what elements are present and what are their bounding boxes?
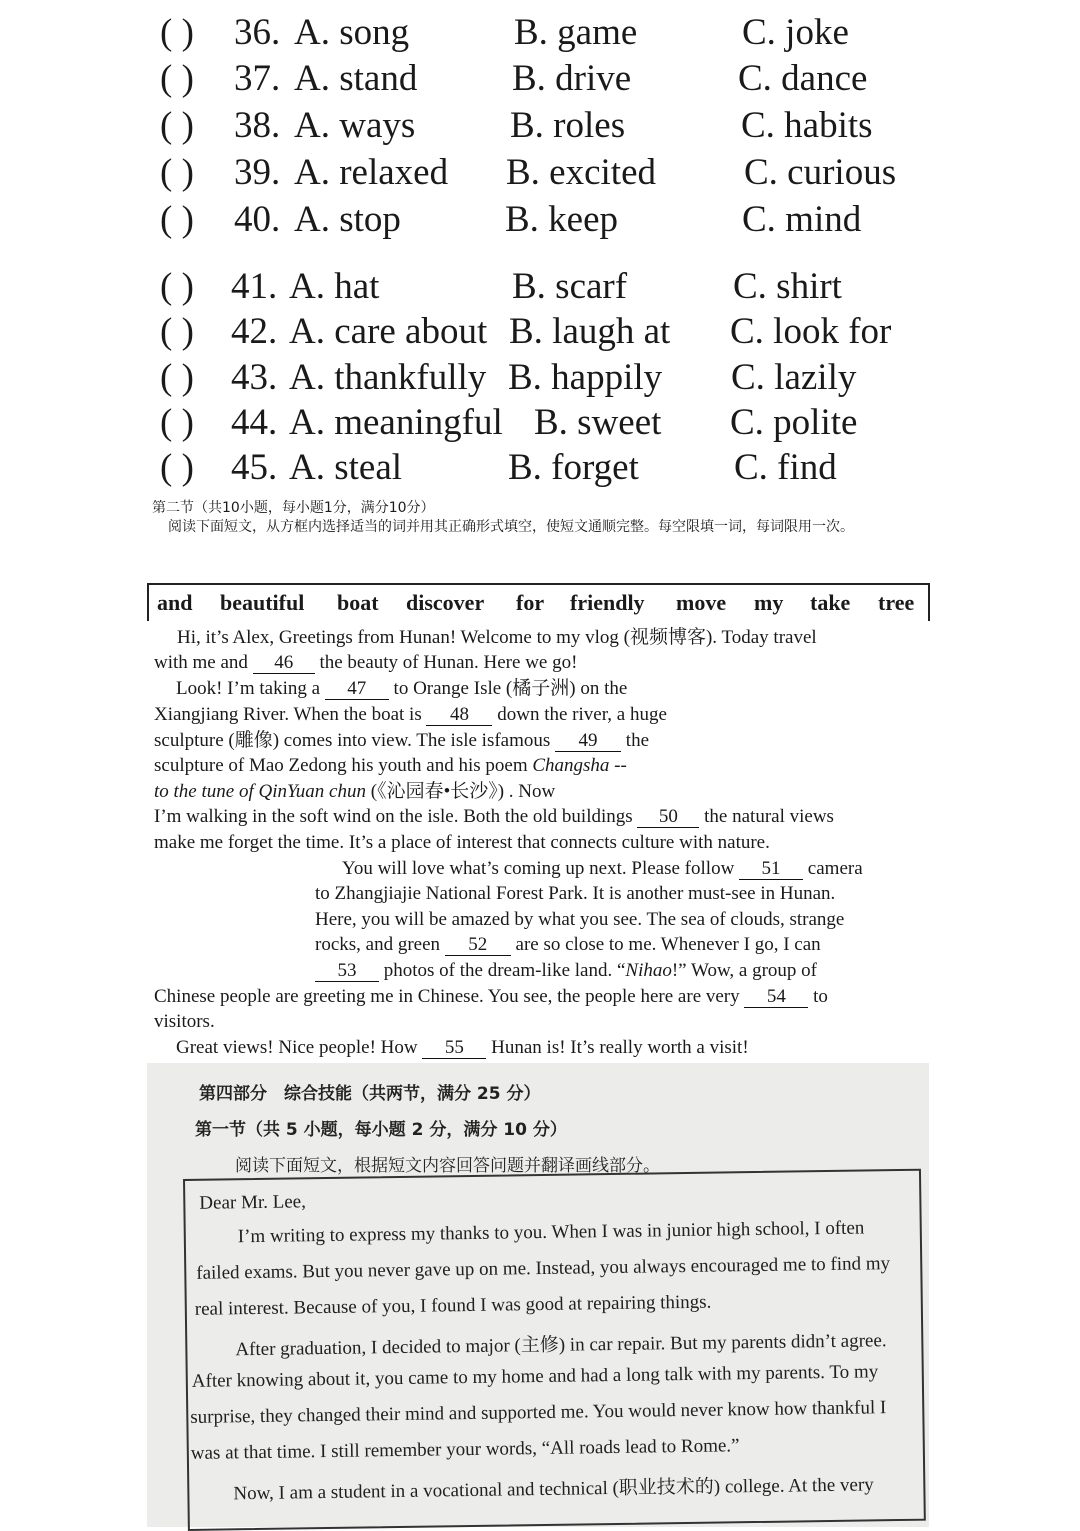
word-option: and	[157, 590, 193, 615]
question-row-44	[0, 400, 1080, 446]
answer-paren[interactable]: ( )	[160, 357, 194, 398]
section-title: 第二节（共10小题，每小题1分，满分10分）	[152, 500, 435, 516]
letter-line: After knowing about it, you came to my home and had a long talk with my parents. To my	[191, 1361, 879, 1392]
blank-55[interactable]: 55	[422, 1038, 486, 1059]
passage-line	[154, 984, 828, 1009]
passage-line	[315, 932, 821, 957]
passage-line	[176, 1035, 749, 1060]
option-a: A. care about	[289, 311, 488, 352]
option-a: A. stop	[294, 199, 401, 240]
blank-54[interactable]: 54	[744, 987, 808, 1008]
option-c: C. mind	[742, 199, 862, 240]
section-instruction: 阅读下面短文，根据短文内容回答问题并翻译画线部分。	[235, 1156, 660, 1176]
passage-line	[154, 804, 834, 829]
passage-text: camera	[803, 858, 863, 879]
passage-line: Hi, it’s Alex, Greetings from Hunan! Welcome to my vlog (视频博客). Today travel	[177, 627, 817, 648]
question-row-43	[0, 355, 1080, 401]
blank-46[interactable]: 46	[253, 653, 315, 674]
option-c: C. dance	[738, 58, 868, 99]
blank-48[interactable]: 48	[426, 705, 492, 726]
passage-text: !” Wow, a group of	[671, 960, 818, 981]
question-number: 41.	[231, 266, 278, 307]
answer-paren[interactable]: ( )	[160, 58, 194, 99]
passage-line: to Zhangjiajie National Forest Park. It is another must-see in Hunan.	[315, 883, 836, 904]
question-number: 44.	[231, 402, 278, 443]
option-a: A. stand	[294, 58, 418, 99]
passage-text: Chinese people are greeting me in Chinese. You see, the people here are very	[154, 986, 745, 1007]
letter-box	[183, 1169, 926, 1531]
passage-text: to	[808, 986, 828, 1007]
word-option: beautiful	[220, 590, 305, 615]
poem-title: to the tune of QinYuan chun	[154, 781, 366, 802]
blank-53[interactable]: 53	[315, 961, 379, 982]
passage-text: sculpture (雕像) comes into view. The isle isfamous	[154, 730, 556, 751]
option-a: A. ways	[294, 105, 416, 146]
question-number: 38.	[234, 105, 281, 146]
passage-text: down the river, a huge	[492, 704, 667, 725]
passage-text: the beauty of Hunan. Here we go!	[314, 652, 578, 673]
option-b: B. drive	[512, 58, 632, 99]
passage-line	[154, 702, 667, 727]
word-box	[147, 583, 930, 621]
option-c: C. look for	[730, 311, 892, 352]
letter-line: After graduation, I decided to major (主修) in car repair. But my parents didn’t agree.	[235, 1330, 887, 1361]
section-heading: 第一节（共 5 小题，每小题 2 分，满分 10 分）	[195, 1120, 567, 1140]
part-heading: 第四部分 综合技能（共两节，满分 25 分）	[199, 1084, 541, 1104]
passage-text: photos of the dream-like land. “	[379, 960, 626, 981]
passage-text: Xiangjiang River. When the boat is	[154, 704, 427, 725]
option-a: A. thankfully	[289, 357, 487, 398]
option-a: A. song	[294, 12, 410, 53]
question-row-45	[0, 445, 1080, 491]
answer-paren[interactable]: ( )	[160, 402, 194, 443]
word-option: discover	[406, 590, 485, 615]
option-a: A. hat	[289, 266, 380, 307]
letter-line: was at that time. I still remember your words, “All roads lead to Rome.”	[190, 1435, 740, 1464]
passage-text: (《沁园春•长沙》) . Now	[366, 781, 556, 802]
answer-paren[interactable]: ( )	[160, 105, 194, 146]
option-c: C. joke	[742, 12, 849, 53]
passage-line	[154, 753, 627, 778]
question-row-40	[0, 197, 1080, 243]
answer-paren[interactable]: ( )	[160, 12, 194, 53]
word-option: boat	[337, 590, 379, 615]
word-option: tree	[878, 590, 915, 615]
option-b: B. roles	[510, 105, 626, 146]
option-c: C. habits	[741, 105, 873, 146]
passage-text: rocks, and green	[315, 934, 445, 955]
passage-text: I’m walking in the soft wind on the isle. Both the old buildings	[154, 806, 638, 827]
question-number: 39.	[234, 152, 281, 193]
passage-text: You will love what’s coming up next. Please follow	[342, 858, 740, 879]
passage-line	[154, 650, 577, 675]
greeting-word: Nihao	[625, 960, 672, 981]
option-a: A. meaningful	[289, 402, 503, 443]
option-b: B. game	[514, 12, 638, 53]
answer-paren[interactable]: ( )	[160, 152, 194, 193]
scanned-section	[147, 1063, 929, 1527]
option-b: B. laugh at	[509, 311, 671, 352]
question-number: 40.	[234, 199, 281, 240]
letter-line: I’m writing to express my thanks to you. When I was in junior high school, I often	[237, 1217, 865, 1248]
question-row-36	[0, 10, 1080, 56]
option-c: C. polite	[730, 402, 858, 443]
question-number: 42.	[231, 311, 278, 352]
passage-line: visitors.	[154, 1011, 215, 1032]
word-option: move	[676, 590, 727, 615]
option-b: B. happily	[508, 357, 663, 398]
option-b: B. forget	[508, 447, 639, 488]
option-b: B. sweet	[534, 402, 662, 443]
word-option: friendly	[570, 590, 645, 615]
question-row-42	[0, 309, 1080, 355]
letter-line: Now, I am a student in a vocational and technical (职业技术的) college. At the very	[233, 1474, 874, 1505]
blank-51[interactable]: 51	[739, 859, 803, 880]
question-number: 43.	[231, 357, 278, 398]
option-b: B. excited	[506, 152, 657, 193]
poem-title: Changsha --	[532, 755, 627, 776]
passage-line	[315, 958, 817, 983]
blank-52[interactable]: 52	[445, 935, 511, 956]
option-c: C. find	[734, 447, 837, 488]
word-option: take	[810, 590, 851, 615]
option-a: A. steal	[289, 447, 403, 488]
section-instruction: 阅读下面短文，从方框内选择适当的词并用其正确形式填空，使短文通顺完整。每空限填一词，每词限用一次。	[168, 519, 854, 535]
question-number: 45.	[231, 447, 278, 488]
passage-line	[176, 676, 627, 701]
passage-text: with me and	[154, 652, 253, 673]
word-option: my	[754, 590, 784, 615]
option-b: B. scarf	[512, 266, 628, 307]
answer-paren[interactable]: ( )	[160, 447, 194, 488]
option-c: C. shirt	[733, 266, 842, 307]
option-b: B. keep	[505, 199, 619, 240]
letter-line: failed exams. But you never gave up on me. Instead, you always encouraged me to find my	[196, 1253, 891, 1284]
answer-paren[interactable]: ( )	[160, 266, 194, 307]
blank-49[interactable]: 49	[555, 731, 621, 752]
answer-paren[interactable]: ( )	[160, 311, 194, 352]
question-number: 36.	[234, 12, 281, 53]
passage-text: the	[621, 730, 650, 751]
blank-50[interactable]: 50	[637, 807, 699, 828]
question-row-38	[0, 103, 1080, 149]
passage-text: sculpture of Mao Zedong his youth and his poem	[154, 755, 533, 776]
option-c: C. lazily	[731, 357, 857, 398]
passage-text: are so close to me. Whenever I go, I can	[510, 934, 821, 955]
passage-line	[154, 779, 555, 804]
letter-line: real interest. Because of you, I found I was good at repairing things.	[194, 1291, 712, 1320]
letter-line: surprise, they changed their mind and supported me. You would never know how thankful I	[190, 1397, 887, 1428]
question-row-41	[0, 264, 1080, 310]
answer-paren[interactable]: ( )	[160, 199, 194, 240]
passage-line: Here, you will be amazed by what you see. The sea of clouds, strange	[315, 909, 845, 930]
passage-line	[154, 728, 649, 753]
question-row-39	[0, 150, 1080, 196]
passage-text: to Orange Isle (橘子洲) on the	[388, 678, 628, 699]
passage-line: make me forget the time. It’s a place of interest that connects culture with nature.	[154, 832, 770, 853]
passage-text: Great views! Nice people! How	[176, 1037, 423, 1058]
question-row-37	[0, 56, 1080, 102]
passage-line	[342, 856, 863, 881]
option-a: A. relaxed	[294, 152, 449, 193]
word-option: for	[516, 590, 545, 615]
passage-text: Look! I’m taking a	[176, 678, 325, 699]
passage-text: the natural views	[699, 806, 834, 827]
letter-line: Dear Mr. Lee,	[199, 1191, 307, 1214]
blank-47[interactable]: 47	[325, 679, 389, 700]
question-number: 37.	[234, 58, 281, 99]
passage-text: Hunan is! It’s really worth a visit!	[486, 1037, 749, 1058]
option-c: C. curious	[744, 152, 897, 193]
